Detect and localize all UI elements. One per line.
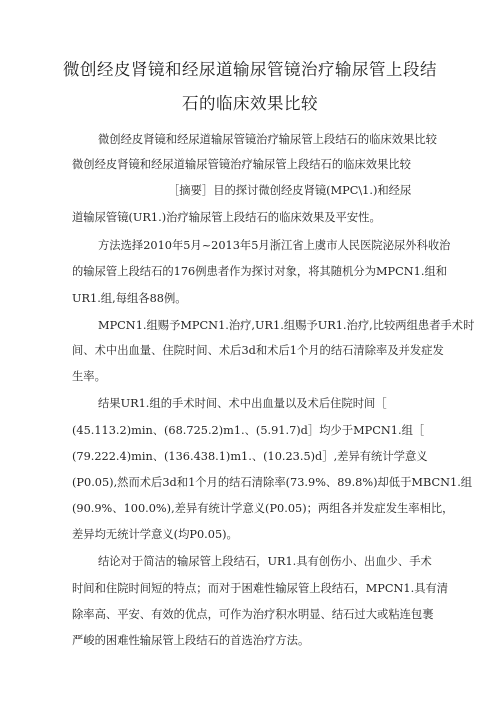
methods-line: MPCN1.组赐予MPCN1.治疗,UR1.组赐予UR1.治疗,比较两组患者手术时 bbox=[98, 319, 475, 332]
body-line: 微创经皮肾镜和经尿道输尿管镜治疗输尿管上段结石的临床效果比较 bbox=[98, 133, 437, 146]
results-line: 结果UR1.组的手术时间、术中出血量以及术后住院时间［ bbox=[98, 397, 387, 410]
conclusion-line: 严峻的困难性输尿管上段结石的首选治疗方法。 bbox=[72, 634, 310, 647]
methods-line: 的输尿管上段结石的176例患者作为探讨对象，将其随机分为MPCN1.组和 bbox=[72, 265, 448, 278]
conclusion-line: 结论对于简洁的输尿管上段结石，UR1.具有创伤小、出血少、手术 bbox=[98, 555, 432, 568]
results-line: 差异均无统计学意义(均P0.05)。 bbox=[72, 528, 238, 541]
conclusion-line: 时间和住院时间短的特点；而对于困难性输尿管上段结石，MPCN1.具有清 bbox=[72, 582, 449, 595]
methods-line: 方法选择2010年5月~2013年5月浙江省上虞市人民医院泌尿外科收治 bbox=[98, 239, 451, 252]
abstract-line: ［摘要］目的探讨微创经皮肾镜(MPC\1.)和经尿 bbox=[168, 184, 412, 197]
results-line: (90.9%、100.0%),差异有统计学意义(P0.05)；两组各并发症发生率相比， bbox=[72, 502, 454, 515]
document-title-line-2: 石的临床效果比较 bbox=[182, 94, 318, 113]
body-line: 微创经皮肾镜和经尿道输尿管镜治疗输尿管上段结石的临床效果比较 bbox=[72, 158, 411, 171]
abstract-line: 道输尿管镜(UR1.)治疗输尿管上段结石的临床效果及平安性。 bbox=[72, 211, 381, 224]
methods-line: 生率。 bbox=[72, 370, 106, 383]
methods-line: 间、术中出血量、住院时间、术后3d和术后1个月的结石清除率及并发症发 bbox=[72, 344, 444, 357]
document-title-line-1: 微创经皮肾镜和经尿道输尿管镜治疗输尿管上段结 bbox=[63, 60, 437, 79]
results-line: (P0.05),然而术后3d和1个月的结石清除率(73.9%、89.8%)却低于MBCN1.组 bbox=[72, 476, 473, 489]
conclusion-line: 除率高、平安、有效的优点，可作为治疗积水明显、结石过大或粘连包裹 bbox=[72, 608, 434, 621]
results-line: (79.222.4)min、(136.438.1)m1.、(10.23.5)d］,差异有统计学意义 bbox=[72, 450, 428, 463]
methods-line: UR1.组,每组各88例。 bbox=[72, 292, 187, 305]
results-line: (45.113.2)min、(68.725.2)m1.、(5.91.7)d］均少于MPCN1.组［ bbox=[72, 424, 425, 437]
